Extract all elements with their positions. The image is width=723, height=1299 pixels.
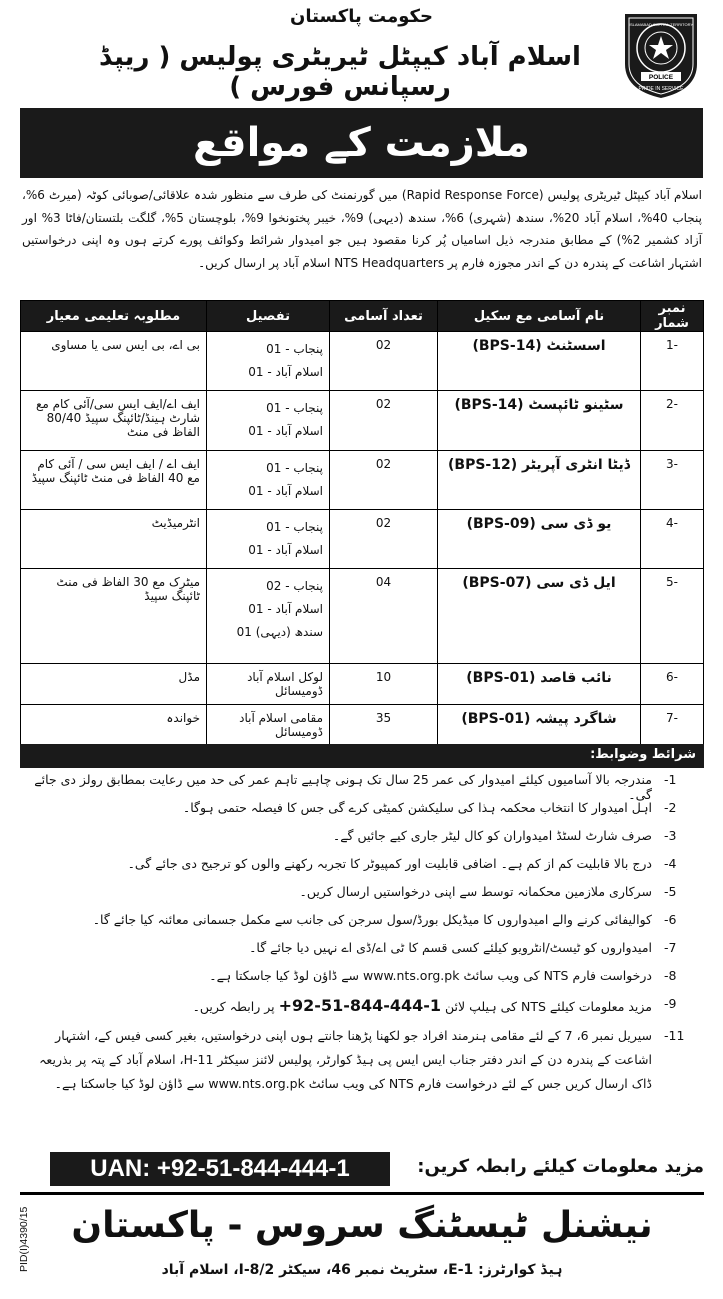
jobs-table [20, 300, 704, 746]
condition-text: درج بالا قابلیت کم از کم ہے۔ اضافی قابلیت اور کمپیوٹر کا تجربہ رکھنے والوں کو ترجیح دی جائے گی۔ [127, 856, 652, 871]
uan-number: UAN: +92-51-844-444-1 [50, 1152, 390, 1186]
condition-text [20, 996, 660, 1024]
condition-number: -4 [664, 856, 677, 871]
detail-line: پنجاب - 01 [266, 342, 323, 356]
condition-number: -6 [664, 912, 677, 927]
row-count: 04 [330, 569, 438, 664]
table-row [21, 451, 704, 510]
condition-item [20, 828, 704, 856]
row-post: اسسٹنٹ (BPS-14) [438, 332, 641, 391]
condition-text: سیریل نمبر 6، 7 کے لئے مقامی ہنرمند افراد جو لکھنا پڑھنا جانتے ہوں اپنی درخواستیں، بغیر کسی فیس کے، اشتہار اشاعت کے پندرہ دن کے اندر دفتر جناب ایس ایس پی ہیڈ کوارٹر، پولیس لائنز سیکٹر H-11، اسلام آباد کے پتہ پر بذریعہ ڈاک ارسال کریں جس کے لئے درخواست فارم NTS کی ویب سائٹ www.nts.org.pk سے ڈاؤن لوڈ کیا جاسکتا ہے۔ [39, 1028, 652, 1091]
emblem-ring-text: ISLAMABAD CAPITAL TERRITORY [628, 22, 694, 27]
nts-address: ہیڈ کوارٹرز: E-1، سٹریٹ نمبر 46، سیکٹر I-8/2، اسلام آباد [161, 1262, 563, 1278]
row-post: یو ڈی سی (BPS-09) [438, 510, 641, 569]
row-post: ایل ڈی سی (BPS-07) [438, 569, 641, 664]
table-header-row [21, 301, 704, 332]
condition-number: -3 [664, 828, 677, 843]
intro-paragraph: اسلام آباد کیپٹل ٹیریٹری پولیس (Rapid Response Force) میں گورنمنٹ کی طرف سے منظور شدہ علاقائی/صوبائی کوٹہ (میرٹ 6%، پنجاب 40%، اسلام آباد 20%، سندھ (شہری) 6%، سندھ (دیہی) 9%، خیبر پختونخوا 9%، بلوچستان 5%، گلگت بلتستان/فاٹا 3% اور آزاد کشمیر 2%) کے مطابق مندرجہ ذیل اسامیاں پُر کرنا مقصود ہیں جو امیدوار شرائط وکوائف پورے کرتے ہوں وہ اپنی درخواستیں اشتہار اشاعت کے پندرہ دن کے اندر مجوزہ فارم پر NTS Headquarters اسلام آباد پر ارسال کریں۔ [22, 188, 703, 270]
row-qualification: خواندہ [21, 705, 207, 746]
contact-row [20, 1152, 704, 1188]
row-qualification: ایف اے/ایف ایس سی/آئی کام مع شارٹ ہینڈ/ٹائپنگ سپیڈ 80/40 الفاظ فی منٹ [21, 391, 207, 451]
condition-number: -8 [664, 968, 677, 983]
condition-item [20, 940, 704, 968]
emblem-motto: PRIDE IN SERVICE [638, 86, 684, 92]
condition-number: -2 [664, 800, 677, 815]
row-post: ڈیٹا انٹری آپریٹر (BPS-12) [438, 451, 641, 510]
row-sn: -6 [641, 664, 704, 705]
helpline-trail: پر رابطہ کریں۔ [192, 999, 275, 1014]
condition-text: مندرجہ بالا آسامیوں کیلئے امیدوار کی عمر 25 سال تک ہونی چاہیے تاہم عمر کی حد میں رعایت بمطابق رولز دی جائے گی۔ [34, 772, 652, 802]
table-row [21, 705, 704, 746]
condition-number: -5 [664, 884, 677, 899]
detail-line: پنجاب - 01 [266, 520, 323, 534]
row-qualification: انٹرمیڈیٹ [21, 510, 207, 569]
helpline-number: +92-51-844-444-1 [278, 996, 442, 1015]
condition-item [20, 912, 704, 940]
header-qualification: مطلوبہ تعلیمی معیار [21, 301, 207, 332]
row-detail [207, 705, 330, 746]
row-detail [207, 510, 330, 569]
department-title: اسلام آباد کیپٹل ٹیریٹری پولیس ( ریپڈ رسپانس فورس ) [99, 42, 581, 102]
row-sn: -4 [641, 510, 704, 569]
condition-text: صرف شارٹ لسٹڈ امیدواران کو کال لیٹر جاری کیے جائیں گے۔ [332, 828, 652, 843]
row-sn: -7 [641, 705, 704, 746]
conditions-list [20, 772, 704, 1096]
detail-line: لوکل اسلام آباد ڈومیسائل [247, 670, 323, 698]
row-post: سٹینو ٹائپسٹ (BPS-14) [438, 391, 641, 451]
row-count: 35 [330, 705, 438, 746]
detail-line: سندھ (دیہی) 01 [236, 625, 323, 639]
detail-line: اسلام آباد - 01 [248, 484, 323, 498]
condition-number: -9 [664, 996, 677, 1011]
detail-line: مقامی اسلام آباد ڈومیسائل [239, 711, 323, 739]
condition-item [20, 968, 704, 996]
header-sn: نمبر شمار [641, 301, 704, 332]
nts-banner: نیشنل ٹیسٹنگ سروس - پاکستان [20, 1192, 704, 1255]
row-qualification: میٹرک مع 30 الفاظ فی منٹ ٹائپنگ سپیڈ [21, 569, 207, 664]
table-row [21, 569, 704, 664]
row-qualification: بی اے، بی ایس سی یا مساوی [21, 332, 207, 391]
condition-text: درخواست فارم NTS کی ویب سائٹ www.nts.org.pk سے ڈاؤن لوڈ کیا جاسکتا ہے۔ [209, 968, 652, 983]
row-detail [207, 332, 330, 391]
detail-line: پنجاب - 01 [266, 401, 323, 415]
row-sn: -5 [641, 569, 704, 664]
table-row [21, 332, 704, 391]
condition-item [20, 884, 704, 912]
detail-line: اسلام آباد - 01 [248, 365, 323, 379]
row-detail [207, 391, 330, 451]
header-count: تعداد آسامی [330, 301, 438, 332]
condition-text: امیدواروں کو ٹیسٹ/انٹرویو کیلئے کسی قسم کا ٹی اے/ڈی اے نہیں دیا جائے گا۔ [249, 940, 652, 955]
detail-line: پنجاب - 01 [266, 461, 323, 475]
jobs-banner: ملازمت کے مواقع [20, 108, 703, 178]
government-title: حکومت پاکستان [290, 6, 433, 27]
emblem-center-text: POLICE [648, 74, 674, 81]
pid-code: PID(I)4390/15 [18, 1206, 30, 1272]
condition-number: -11 [664, 1028, 685, 1043]
row-sn: -3 [641, 451, 704, 510]
detail-line: اسلام آباد - 01 [248, 424, 323, 438]
condition-text: سرکاری ملازمین محکمانہ توسط سے اپنی درخواستیں ارسال کریں۔ [299, 884, 652, 899]
condition-item [20, 772, 704, 800]
condition-text: کوالیفائی کرنے والے امیدواروں کا میڈیکل بورڈ/سول سرجن کی جانب سے مکمل جسمانی معائنہ کیا جائے گا۔ [92, 912, 652, 927]
detail-line: اسلام آباد - 01 [248, 543, 323, 557]
condition-number: -1 [664, 772, 677, 787]
row-count: 10 [330, 664, 438, 705]
police-emblem [619, 6, 703, 100]
condition-item [20, 856, 704, 884]
condition-item [20, 800, 704, 828]
helpline-lead: مزید معلومات کیلئے NTS کی ہیلپ لائن [445, 999, 652, 1014]
row-detail [207, 451, 330, 510]
row-post: نائب قاصد (BPS-01) [438, 664, 641, 705]
detail-line: پنجاب - 02 [266, 579, 323, 593]
row-post: شاگرد پیشہ (BPS-01) [438, 705, 641, 746]
row-sn: -2 [641, 391, 704, 451]
row-qualification: ایف اے / ایف ایس سی / آئی کام مع 40 الفاظ فی منٹ ٹائپنگ سپیڈ [21, 451, 207, 510]
row-count: 02 [330, 391, 438, 451]
conditions-heading: شرائط وضوابط: [20, 744, 704, 768]
header-detail: تفصیل [207, 301, 330, 332]
condition-number: -7 [664, 940, 677, 955]
condition-item [20, 996, 704, 1024]
row-sn: -1 [641, 332, 704, 391]
row-qualification: مڈل [21, 664, 207, 705]
table-row [21, 664, 704, 705]
table-row [21, 510, 704, 569]
row-count: 02 [330, 510, 438, 569]
detail-line: اسلام آباد - 01 [248, 602, 323, 616]
condition-item [20, 1024, 704, 1096]
contact-label: مزید معلومات کیلئے رابطہ کریں: [417, 1156, 704, 1177]
header-post: نام آسامی مع سکیل [438, 301, 641, 332]
table-row [21, 391, 704, 451]
row-detail [207, 569, 330, 664]
row-count: 02 [330, 332, 438, 391]
row-count: 02 [330, 451, 438, 510]
row-detail [207, 664, 330, 705]
condition-text: اہل امیدوار کا انتخاب محکمہ ہذا کی سلیکشن کمیٹی کرے گی جس کا فیصلہ حتمی ہوگا۔ [182, 800, 652, 815]
